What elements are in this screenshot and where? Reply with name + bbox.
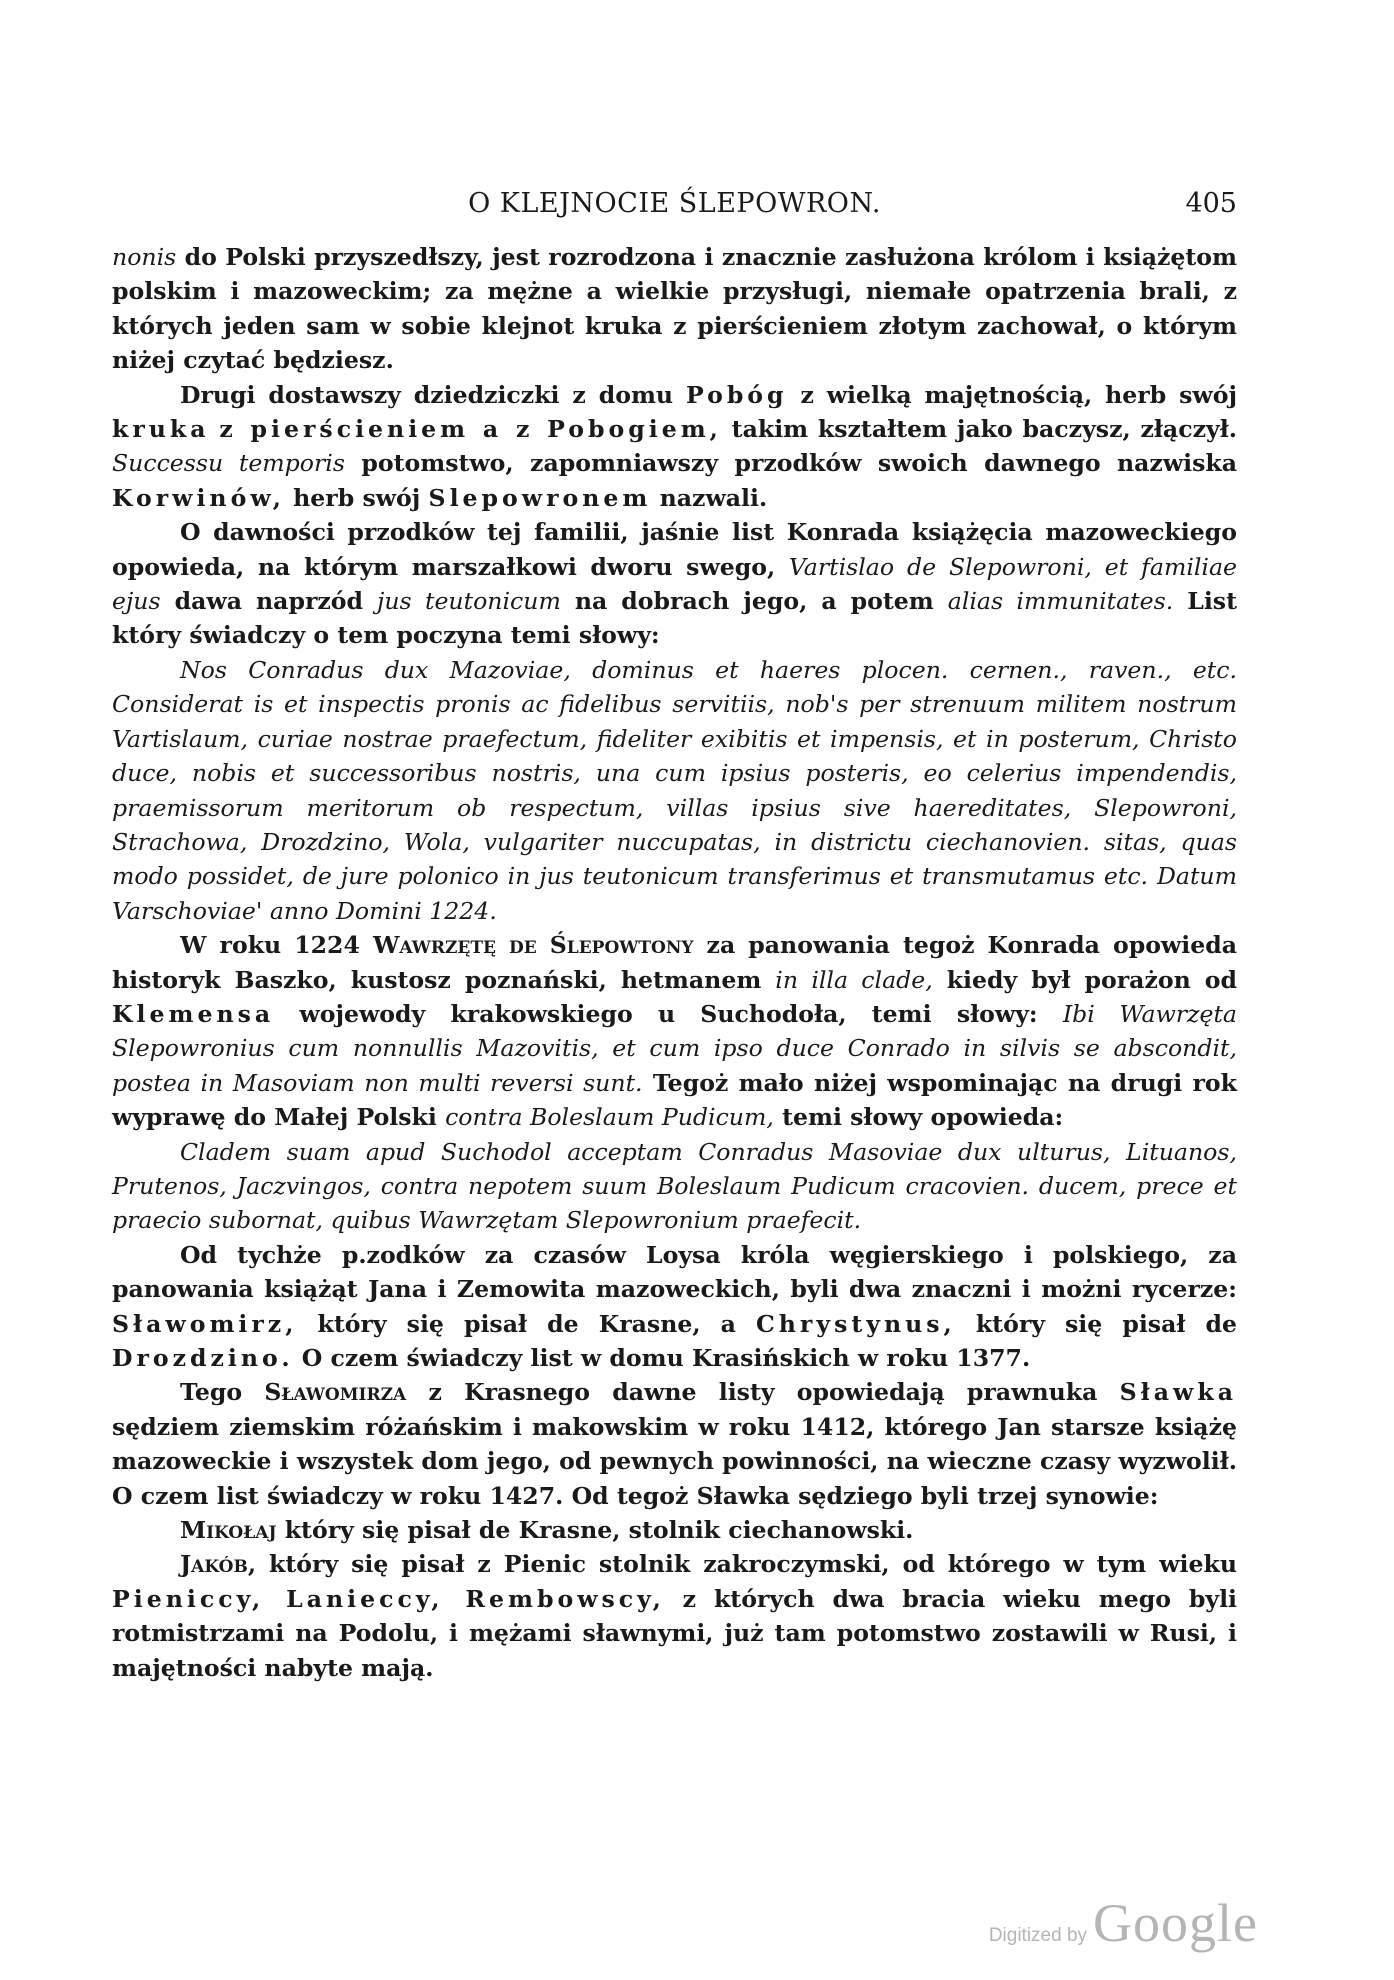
paragraph [112,1547,1237,1685]
text-run: nazwali. [651,483,768,512]
watermark-prefix: Digitized by [988,1925,1088,1946]
italic-text: nonis [112,243,177,271]
text-run: który się pisał de [955,1309,1238,1338]
paragraph [112,240,1237,378]
digitized-by-google-watermark [989,1892,1258,1952]
spaced-name: Sławomirz, [112,1309,298,1338]
spaced-name: Drozdzino. [112,1344,294,1372]
small-caps-name: Sławomirza [264,1378,407,1407]
latin-quotation [112,653,1237,928]
text-run: Od tychże p.zodków za czasów Loysa króla węgierskiego i polskiego, za panowania książąt Jana i Zemowita mazoweckich, byli dwa znaczni i możni rycerze: [112,1240,1237,1304]
text-run: z Krasnego dawne listy opowiedają prawnuka [406,1378,1120,1407]
italic-text: jus teutonicum [377,587,561,616]
spaced-name: kruka [112,415,210,444]
page-number: 405 [1185,188,1237,219]
text-run: sędziem ziemskim różańskim i makowskim w roku 1412, którego Jan starsze książę mazoweckie i wszystek dom jego, od pewnych powinności, na wieczne czasy wyzwolił. O czem list świadczy w roku 1427. Od tegoż Sławka sędziego byli trzej synowie: [112,1412,1237,1510]
spaced-name: Pieniccy, Lanieccy, Rembowscy, [112,1584,665,1613]
italic-text: in illa clade, [775,965,933,994]
page-header [112,186,1237,226]
text-run: takim kształtem jako baczysz, złączył. [721,415,1237,444]
latin-quotation [112,1135,1237,1238]
text-run: O dawności przodków tej familii, jaśnie list Konrada książęcia mazoweckiego opowieda, na którym marszałkowi dworu swego, [112,518,1237,581]
italic-text: Ibi Wawrzęta Slepowronius cum nonnullis Mazovitis, et cum ipso duce Conrado in silvis se abscondit, postea in Masoviam non multi reversi sunt. [112,999,1237,1097]
italic-text: contra Boleslaum Pudicum, [445,1103,774,1132]
text-run: z których dwa bracia wieku mego byli rotmistrzami na Podolu, i mężami sławnymi, już tam potomstwo zostawili w Rusi, i majętności nabyte mają. [112,1584,1237,1682]
paragraph [112,378,1237,516]
text-body [112,240,1237,1685]
small-caps-name: Wawrzętę de Ślepowtony [372,931,694,960]
text-run: W roku 1224 [180,931,373,960]
spaced-name: Pobóg [685,380,788,409]
text-run: który się pisał de Krasne, stolnik ciechanowski. [276,1516,914,1545]
spaced-name: Chrystynus, [756,1309,956,1338]
text-run: dawa naprzód [160,587,378,616]
text-run: Drugi dostawszy dziedziczki z domu [180,380,686,409]
small-caps-name: Jakób, [180,1550,257,1579]
text-run: na dobrach jego, a potem [560,587,948,616]
text-run: temi słowy opowieda: [773,1103,1064,1132]
paragraph [112,1513,1237,1547]
paragraph [112,928,1237,1134]
italic-text: Successu temporis [112,449,345,478]
text-run: do Polski przyszedłszy, jest rozrodzona i znacznie zasłużona królom i książętom polskim i mazoweckim; za mężne a wielkie przysługi, niemałe opatrzenia brali, z których jeden sam w sobie klejnot kruka z pierścieniem złotym zachował, o którym niżej czytać będziesz. [112,243,1237,375]
spaced-name: Klemensa [112,999,275,1028]
spaced-name: Slepowronem [428,483,652,512]
text-run: herb swój [284,483,429,512]
text-run: kiedy był porażon od [932,965,1237,994]
running-title: O KLEJNOCIE ŚLEPOWRON. [468,188,881,219]
text-run: który się pisał de Krasne, a [297,1309,756,1338]
text-run: wojewody krakowskiego u Suchodoła, temi słowy: [274,999,1063,1028]
spaced-name: z pierścieniem a z Pobogiem, [219,415,722,444]
text-run: za panowania tegoż Konrada opowieda historyk Baszko, kustosz poznański, hetmanem [112,931,1237,994]
text-run [210,415,220,443]
text-run: Cladem suam apud Suchodol acceptam Conradus Masoviae dux ulturus, Lituanos, Prutenos, Jaczvingos, contra nepotem suum Boleslaum Pudicum cracovien. ducem, prece et praecio subornat, quibus Wawrzętam Slepowronium praefecit. [112,1137,1237,1235]
italic-text: Vartislao de Slepowroni, et familiae ejus [112,552,1237,616]
paragraph [112,1238,1237,1376]
spaced-name: Sławka [1119,1378,1237,1407]
text-run: Tego [180,1378,265,1407]
italic-text: alias immunitates. [947,587,1174,616]
text-run: Nos Conradus dux Mazoviae, dominus et haeres plocen. cernen., raven., etc. Considerat is et inspectis pronis ac fidelibus servitiis, nob's per strenuum militem nostrum Vartislaum, curiae nostrae praefectum, fideliter exibitis et impensis, et in posterum, Christo duce, nobis et successoribus nostris, una cum ipsius posteris, eo celerius impendendis, praemissorum meritorum ob respectum, villas ipsius sive haereditates, Slepowroni, Strachowa, Drozdzino, Wola, vulgariter nuccupatas, in districtu ciechanovien. sitas, quas modo possidet, de jure polonico in jus teutonicum transferimus et transmutamus etc. Datum Varschoviae' anno Domini 1224. [112,655,1237,925]
spaced-name: Korwinów, [112,483,285,512]
text-run: List który świadczy o tem poczyna temi słowy: [112,587,1237,650]
paragraph [112,515,1237,653]
text-run: potomstwo, zapomniawszy przodków swoich dawnego nazwiska [344,449,1238,478]
text-run: O czem świadczy list w domu Krasińskich w roku 1377. [293,1344,1031,1372]
paragraph [112,1375,1237,1513]
text-run: z wielką majętnością, herb swój [787,380,1237,409]
google-logo: Google [1093,1893,1258,1953]
text-run: Tegoż mało niżej wspominając na drugi rok wyprawę do Małej Polski [112,1068,1237,1132]
small-caps-name: Mikołaj [180,1516,277,1545]
text-run: który się pisał z Pienic stolnik zakroczymski, od którego w tym wieku [256,1550,1237,1579]
